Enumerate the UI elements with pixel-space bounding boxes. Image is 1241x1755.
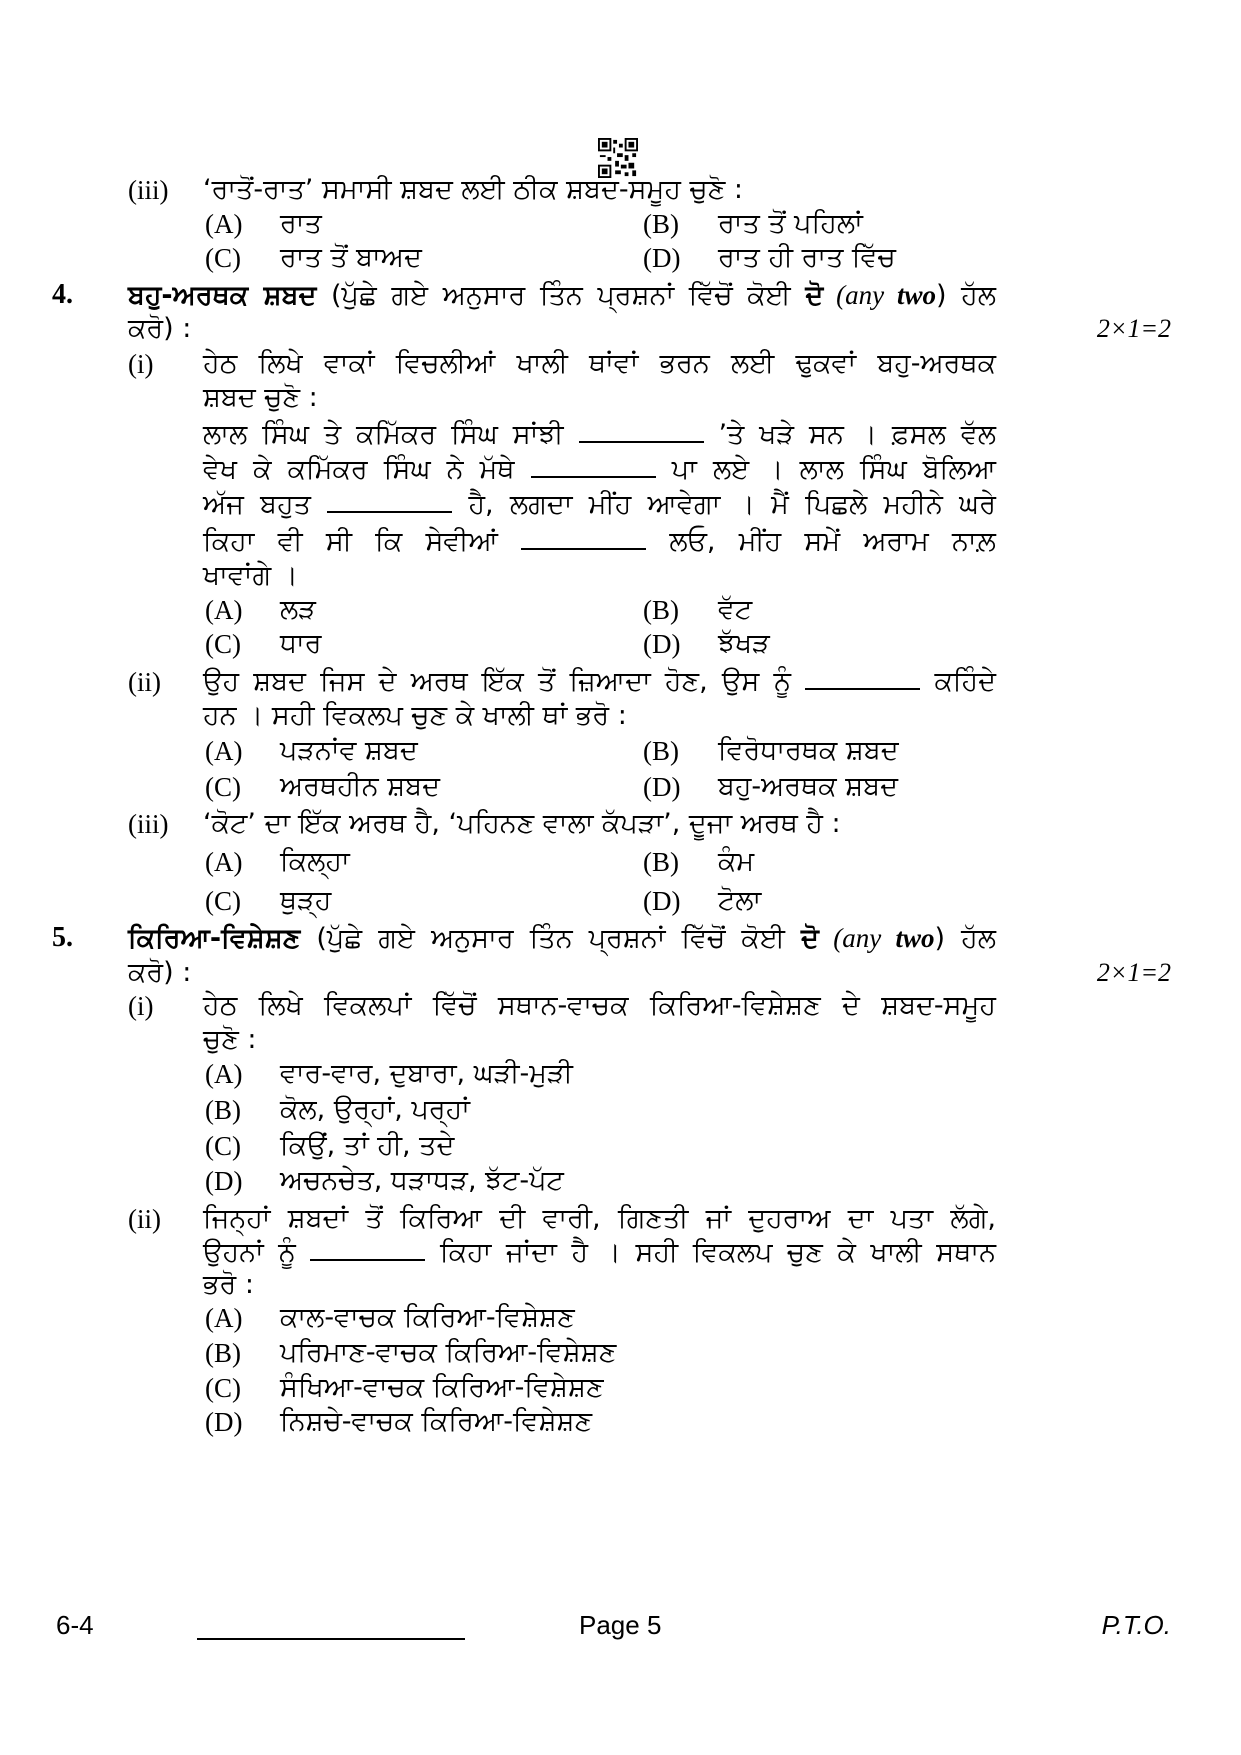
option-text: ਨਿਸ਼ਚੇ-ਵਾਚਕ ਕਿਰਿਆ-ਵਿਸ਼ੇਸ਼ਣ [280,1406,593,1437]
question-number: (i) [128,991,154,1021]
question-text: ਉਹ ਸ਼ਬਦ ਜਿਸ ਦੇ ਅਰਥ ਇੱਕ ਤੋਂ ਜ਼ਿਆਦਾ ਹੋਣ, ਉਸ ਨੂੰ ਕਹਿੰਦੇ [203,666,996,697]
option-text: ਰਾਤ [280,208,322,239]
marks: 2×1=2 [1096,314,1171,343]
option-label: (D) [643,886,681,916]
option-text: ਝੱਖੜ [718,628,770,659]
option-label: (A) [205,209,243,239]
question-text: ਉਹਨਾਂ ਨੂੰ ਕਿਹਾ ਜਾਂਦਾ ਹੈ । ਸਹੀ ਵਿਕਲਪ ਚੁਣ ਕੇ ਖਾਲੀ ਸਥਾਨ [203,1237,996,1268]
option-text: ਵਾਰ-ਵਾਰ, ਦੁਬਾਰਾ, ਘੜੀ-ਮੁੜੀ [280,1058,573,1089]
option-text: ਧਾਰ [280,628,322,659]
option-label: (B) [643,736,679,766]
option-label: (C) [205,1131,241,1161]
option-text: ਬਹੁ-ਅਰਥਕ ਸ਼ਬਦ [718,771,898,802]
option-text: ਵਿਰੋਧਾਰਥਕ ਸ਼ਬਦ [718,735,899,766]
page-number: Page 5 [579,1610,662,1640]
question-number: 4. [52,279,73,310]
blank [310,1235,425,1261]
blank [531,452,656,478]
option-label: (D) [205,1407,243,1437]
option-text: ਟੋਲਾ [718,885,762,916]
option-label: (C) [205,243,241,273]
question-number: (iii) [128,809,169,839]
option-text: ਵੱਟ [718,594,753,625]
question-text: ‘ਕੋਟ’ ਦਾ ਇੱਕ ਅਰਥ ਹੈ, ‘ਪਹਿਨਣ ਵਾਲਾ ਕੱਪੜਾ’, ਦੂਜਾ ਅਰਥ ਹੈ : [203,808,841,839]
option-label: (A) [205,595,243,625]
option-text: ਅਰਥਹੀਨ ਸ਼ਬਦ [280,771,440,802]
marks: 2×1=2 [1096,958,1171,987]
question-text: ‘ਰਾਤੋਂ-ਰਾਤ’ ਸਮਾਸੀ ਸ਼ਬਦ ਲਈ ਠੀਕ ਸ਼ਬਦ-ਸਮੂਹ ਚੁਣੋ : [203,174,743,205]
option-label: (B) [643,209,679,239]
option-text: ਰਾਤ ਤੋਂ ਪਹਿਲਾਂ [718,208,863,239]
option-text: ਕੋਲ, ਉਰ੍ਹਾਂ, ਪਰ੍ਹਾਂ [280,1094,470,1125]
option-label: (C) [205,629,241,659]
option-label: (D) [205,1166,243,1196]
question-text: ਹੇਠ ਲਿਖੇ ਵਿਕਲਪਾਂ ਵਿੱਚੋਂ ਸਥਾਨ-ਵਾਚਕ ਕਿਰਿਆ-ਵਿਸ਼ੇਸ਼ਣ ਦੇ ਸ਼ਬਦ-ਸਮੂਹ [203,990,996,1021]
passage-line: ਅੱਜ ਬਹੁਤ ਹੈ, ਲਗਦਾ ਮੀਂਹ ਆਵੇਗਾ । ਮੈਂ ਪਿਛਲੇ ਮਹੀਨੇ ਘਰੇ [203,489,996,520]
option-label: (D) [643,629,681,659]
option-label: (A) [205,1303,243,1333]
option-text: ਸੰਖਿਆ-ਵਾਚਕ ਕਿਰਿਆ-ਵਿਸ਼ੇਸ਼ਣ [280,1372,604,1403]
section-heading: ਬਹੁ-ਅਰਥਕ ਸ਼ਬਦ (ਪੁੱਛੇ ਗਏ ਅਨੁਸਾਰ ਤਿੰਨ ਪ੍ਰਸ਼ਨਾਂ ਵਿੱਚੋਂ ਕੋਈ ਦੋ (any two) ਹੱਲ [128,280,997,311]
option-label: (C) [205,1373,241,1403]
blank [579,417,704,443]
question-text: ਭਰੋ : [203,1269,254,1300]
option-text: ਕੰਮ [718,846,755,877]
question-text: ਹਨ । ਸਹੀ ਵਿਕਲਪ ਚੁਣ ਕੇ ਖਾਲੀ ਥਾਂ ਭਰੋ : [203,700,627,731]
paper-code: 6-4 [56,1610,94,1640]
option-label: (A) [205,847,243,877]
option-label: (C) [205,886,241,916]
option-text: ਅਚਨਚੇਤ, ਧੜਾਧੜ, ਝੱਟ-ਪੱਟ [280,1165,564,1196]
question-text: ਹੇਠ ਲਿਖੇ ਵਾਕਾਂ ਵਿਚਲੀਆਂ ਖਾਲੀ ਥਾਂਵਾਂ ਭਰਨ ਲਈ ਢੁਕਵਾਂ ਬਹੁ-ਅਰਥਕ [203,348,996,379]
question-number: (ii) [128,1204,161,1234]
option-label: (A) [205,1059,243,1089]
question-text: ਸ਼ਬਦ ਚੁਣੋ : [203,382,318,413]
question-text: ਜਿਨ੍ਹਾਂ ਸ਼ਬਦਾਂ ਤੋਂ ਕਿਰਿਆ ਦੀ ਵਾਰੀ, ਗਿਣਤੀ ਜਾਂ ਦੁਹਰਾਅ ਦਾ ਪਤਾ ਲੱਗੇ, [203,1203,996,1234]
option-label: (B) [205,1338,241,1368]
blank [805,664,920,690]
option-label: (D) [643,772,681,802]
option-text: ਕਾਲ-ਵਾਚਕ ਕਿਰਿਆ-ਵਿਸ਼ੇਸ਼ਣ [280,1302,575,1333]
option-text: ਕਿਲ੍ਹਾ [280,846,350,877]
option-label: (B) [643,847,679,877]
section-heading: ਕਿਰਿਆ-ਵਿਸ਼ੇਸ਼ਣ (ਪੁੱਛੇ ਗਏ ਅਨੁਸਾਰ ਤਿੰਨ ਪ੍ਰਸ਼ਨਾਂ ਵਿੱਚੋਂ ਕੋਈ ਦੋ (any two) ਹੱਲ [128,923,996,954]
option-text: ਰਾਤ ਤੋਂ ਬਾਅਦ [280,242,422,273]
question-number: (i) [128,349,154,379]
section-heading-cont: ਕਰੋ) : [128,313,192,344]
pto-label: P.T.O. [1101,1610,1171,1640]
question-number: (iii) [128,175,169,205]
option-text: ਥੁੜ੍ਹ [280,885,332,916]
blank [521,524,646,550]
option-label: (B) [205,1095,241,1125]
footer-divider [197,1638,465,1640]
option-label: (C) [205,772,241,802]
option-text: ਰਾਤ ਹੀ ਰਾਤ ਵਿੱਚ [718,242,896,273]
question-text: ਚੁਣੋ : [203,1024,257,1055]
passage-line: ਖਾਵਾਂਗੇ । [203,560,298,591]
passage-line: ਕਿਹਾ ਵੀ ਸੀ ਕਿ ਸੇਵੀਆਂ ਲਓ, ਮੀਂਹ ਸਮੇਂ ਅਰਾਮ ਨਾਲ਼ [203,526,996,557]
passage-line: ਲਾਲ ਸਿੰਘ ਤੇ ਕਮਿੱਕਰ ਸਿੰਘ ਸਾਂਝੀ ’ਤੇ ਖੜੇ ਸਨ । ਫ਼ਸਲ ਵੱਲ [203,419,996,450]
blank [327,487,452,513]
question-number: 5. [52,922,73,953]
section-heading-cont: ਕਰੋ) : [128,957,192,988]
option-text: ਲੜ [280,594,316,625]
question-number: (ii) [128,667,161,697]
passage-line: ਵੇਖ ਕੇ ਕਮਿੱਕਰ ਸਿੰਘ ਨੇ ਮੱਥੇ ਪਾ ਲਏ । ਲਾਲ ਸਿੰਘ ਬੋਲਿਆ [203,454,996,485]
option-label: (A) [205,736,243,766]
option-label: (D) [643,243,681,273]
option-label: (B) [643,595,679,625]
option-text: ਕਿਉਂ, ਤਾਂ ਹੀ, ਤਦੇ [280,1130,455,1161]
option-text: ਪਰਿਮਾਣ-ਵਾਚਕ ਕਿਰਿਆ-ਵਿਸ਼ੇਸ਼ਣ [280,1337,617,1368]
option-text: ਪੜਨਾਂਵ ਸ਼ਬਦ [280,735,418,766]
